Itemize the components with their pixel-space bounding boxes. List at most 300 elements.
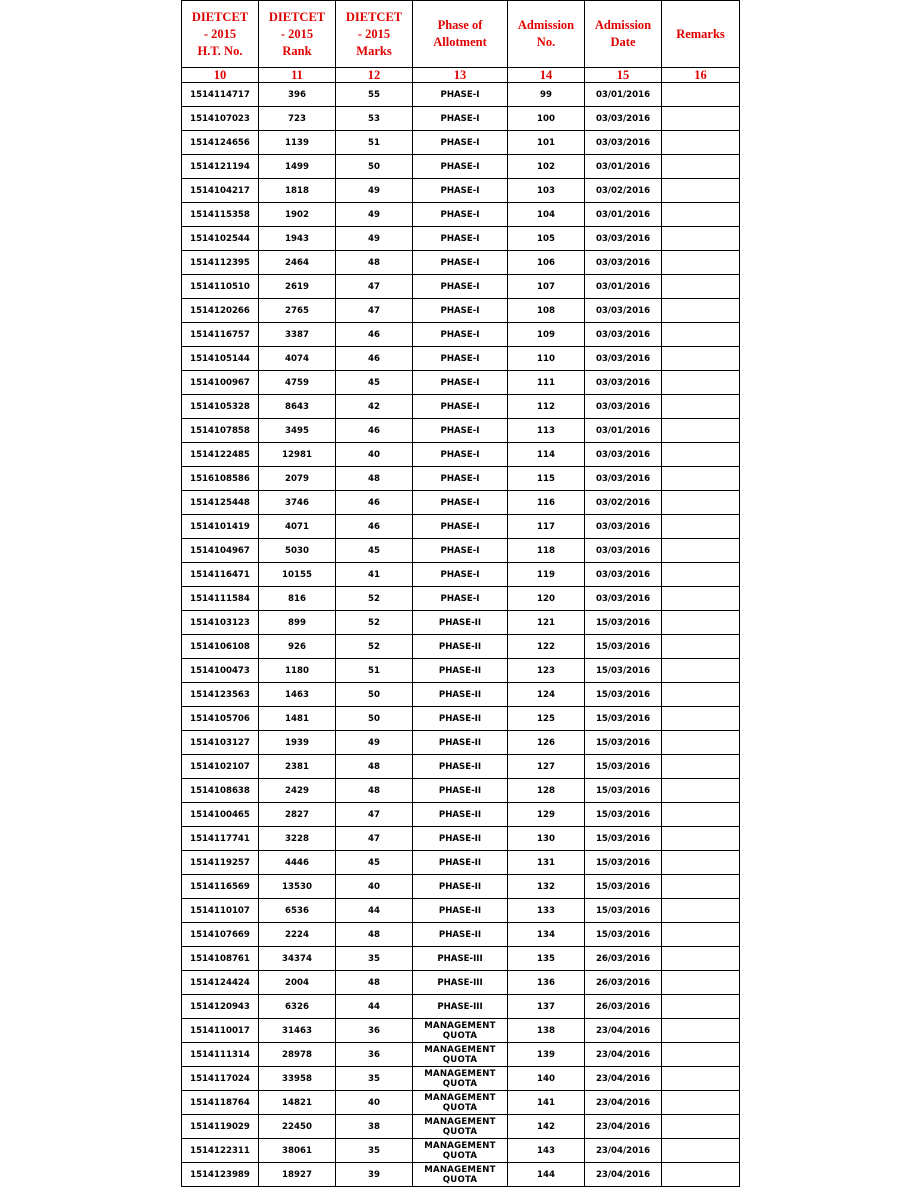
cell-admission-date: 03/03/2016 — [585, 587, 662, 611]
cell-rank: 2827 — [259, 803, 336, 827]
cell-admission-date: 23/04/2016 — [585, 1115, 662, 1139]
cell-ht-no: 1514108761 — [182, 947, 259, 971]
cell-ht-no: 1514125448 — [182, 491, 259, 515]
cell-marks: 47 — [336, 299, 413, 323]
table-row — [182, 275, 740, 299]
cell-phase: PHASE-I — [413, 299, 508, 323]
cell-ht-no: 1514123989 — [182, 1163, 259, 1187]
cell-ht-no: 1514107023 — [182, 107, 259, 131]
cell-rank: 13530 — [259, 875, 336, 899]
cell-phase: PHASE-I — [413, 131, 508, 155]
table-row — [182, 707, 740, 731]
table-row — [182, 395, 740, 419]
cell-rank: 6536 — [259, 899, 336, 923]
header-ht-no: DIETCET - 2015 H.T. No. — [182, 1, 259, 68]
cell-remarks — [662, 635, 740, 659]
table-row — [182, 1019, 740, 1043]
cell-marks: 52 — [336, 635, 413, 659]
cell-admission-date: 15/03/2016 — [585, 611, 662, 635]
cell-admission-no: 130 — [508, 827, 585, 851]
cell-admission-date: 23/04/2016 — [585, 1067, 662, 1091]
table-row — [182, 875, 740, 899]
cell-remarks — [662, 995, 740, 1019]
cell-ht-no: 1514105706 — [182, 707, 259, 731]
cell-rank: 816 — [259, 587, 336, 611]
cell-rank: 2619 — [259, 275, 336, 299]
cell-marks: 49 — [336, 203, 413, 227]
cell-admission-no: 131 — [508, 851, 585, 875]
cell-admission-no: 136 — [508, 971, 585, 995]
cell-admission-no: 125 — [508, 707, 585, 731]
cell-admission-no: 126 — [508, 731, 585, 755]
table-row — [182, 203, 740, 227]
cell-phase: PHASE-I — [413, 107, 508, 131]
table-row — [182, 251, 740, 275]
cell-remarks — [662, 803, 740, 827]
cell-admission-date: 15/03/2016 — [585, 731, 662, 755]
cell-rank: 4446 — [259, 851, 336, 875]
cell-phase: PHASE-II — [413, 659, 508, 683]
cell-phase: PHASE-I — [413, 179, 508, 203]
cell-marks: 47 — [336, 803, 413, 827]
cell-rank: 3387 — [259, 323, 336, 347]
cell-remarks — [662, 395, 740, 419]
cell-rank: 18927 — [259, 1163, 336, 1187]
cell-remarks — [662, 419, 740, 443]
cell-remarks — [662, 371, 740, 395]
cell-ht-no: 1514120943 — [182, 995, 259, 1019]
cell-phase: PHASE-II — [413, 923, 508, 947]
cell-admission-date: 03/03/2016 — [585, 539, 662, 563]
cell-rank: 1180 — [259, 659, 336, 683]
column-number: 15 — [585, 68, 662, 83]
cell-marks: 48 — [336, 971, 413, 995]
table-row — [182, 635, 740, 659]
cell-phase: PHASE-II — [413, 827, 508, 851]
cell-phase: PHASE-I — [413, 419, 508, 443]
cell-admission-no: 137 — [508, 995, 585, 1019]
cell-marks: 48 — [336, 251, 413, 275]
cell-phase: PHASE-II — [413, 803, 508, 827]
cell-phase: PHASE-III — [413, 995, 508, 1019]
cell-phase: PHASE-I — [413, 467, 508, 491]
cell-remarks — [662, 299, 740, 323]
cell-marks: 40 — [336, 1091, 413, 1115]
cell-marks: 35 — [336, 1139, 413, 1163]
cell-remarks — [662, 947, 740, 971]
cell-rank: 2765 — [259, 299, 336, 323]
cell-admission-no: 132 — [508, 875, 585, 899]
cell-phase: PHASE-II — [413, 779, 508, 803]
table-row — [182, 491, 740, 515]
cell-marks: 48 — [336, 923, 413, 947]
cell-ht-no: 1514104217 — [182, 179, 259, 203]
cell-phase: MANAGEMENT QUOTA — [413, 1019, 508, 1043]
cell-remarks — [662, 683, 740, 707]
cell-ht-no: 1514111584 — [182, 587, 259, 611]
header-row — [182, 1, 740, 68]
table-row — [182, 347, 740, 371]
cell-phase: PHASE-I — [413, 395, 508, 419]
cell-admission-date: 15/03/2016 — [585, 659, 662, 683]
cell-phase: PHASE-II — [413, 875, 508, 899]
cell-rank: 38061 — [259, 1139, 336, 1163]
cell-marks: 49 — [336, 731, 413, 755]
cell-admission-date: 03/03/2016 — [585, 467, 662, 491]
cell-remarks — [662, 155, 740, 179]
cell-marks: 51 — [336, 659, 413, 683]
column-number: 12 — [336, 68, 413, 83]
cell-ht-no: 1514112395 — [182, 251, 259, 275]
cell-admission-date: 03/03/2016 — [585, 371, 662, 395]
cell-ht-no: 1514123563 — [182, 683, 259, 707]
cell-rank: 1481 — [259, 707, 336, 731]
cell-marks: 55 — [336, 83, 413, 107]
cell-phase: MANAGEMENT QUOTA — [413, 1067, 508, 1091]
cell-ht-no: 1514120266 — [182, 299, 259, 323]
cell-admission-no: 124 — [508, 683, 585, 707]
cell-admission-no: 117 — [508, 515, 585, 539]
table-row — [182, 515, 740, 539]
cell-phase: PHASE-I — [413, 347, 508, 371]
cell-phase: PHASE-I — [413, 275, 508, 299]
table-row — [182, 851, 740, 875]
cell-rank: 2381 — [259, 755, 336, 779]
cell-admission-no: 115 — [508, 467, 585, 491]
cell-ht-no: 1514102107 — [182, 755, 259, 779]
cell-admission-date: 15/03/2016 — [585, 779, 662, 803]
cell-ht-no: 1516108586 — [182, 467, 259, 491]
cell-ht-no: 1514100967 — [182, 371, 259, 395]
cell-admission-date: 03/03/2016 — [585, 347, 662, 371]
cell-admission-no: 135 — [508, 947, 585, 971]
cell-rank: 2224 — [259, 923, 336, 947]
cell-remarks — [662, 851, 740, 875]
cell-phase: PHASE-II — [413, 683, 508, 707]
cell-ht-no: 1514118764 — [182, 1091, 259, 1115]
cell-rank: 6326 — [259, 995, 336, 1019]
cell-remarks — [662, 467, 740, 491]
cell-marks: 40 — [336, 443, 413, 467]
cell-admission-date: 15/03/2016 — [585, 923, 662, 947]
cell-rank: 3228 — [259, 827, 336, 851]
table-row — [182, 155, 740, 179]
cell-phase: PHASE-I — [413, 539, 508, 563]
cell-phase: PHASE-II — [413, 899, 508, 923]
cell-admission-date: 15/03/2016 — [585, 635, 662, 659]
cell-admission-no: 110 — [508, 347, 585, 371]
table-row — [182, 587, 740, 611]
cell-admission-no: 128 — [508, 779, 585, 803]
table-row — [182, 1139, 740, 1163]
cell-admission-date: 03/03/2016 — [585, 299, 662, 323]
cell-phase: PHASE-II — [413, 731, 508, 755]
cell-rank: 1499 — [259, 155, 336, 179]
cell-rank: 28978 — [259, 1043, 336, 1067]
cell-rank: 2079 — [259, 467, 336, 491]
cell-admission-no: 120 — [508, 587, 585, 611]
cell-remarks — [662, 1115, 740, 1139]
cell-phase: PHASE-I — [413, 491, 508, 515]
cell-phase: MANAGEMENT QUOTA — [413, 1091, 508, 1115]
cell-admission-no: 105 — [508, 227, 585, 251]
cell-admission-date: 15/03/2016 — [585, 899, 662, 923]
cell-phase: PHASE-I — [413, 515, 508, 539]
cell-remarks — [662, 323, 740, 347]
table-row — [182, 995, 740, 1019]
table-row — [182, 299, 740, 323]
cell-admission-date: 15/03/2016 — [585, 875, 662, 899]
cell-admission-no: 127 — [508, 755, 585, 779]
cell-marks: 50 — [336, 707, 413, 731]
cell-remarks — [662, 875, 740, 899]
cell-marks: 46 — [336, 491, 413, 515]
cell-admission-no: 99 — [508, 83, 585, 107]
cell-phase: MANAGEMENT QUOTA — [413, 1115, 508, 1139]
cell-admission-no: 116 — [508, 491, 585, 515]
cell-ht-no: 1514121194 — [182, 155, 259, 179]
cell-remarks — [662, 755, 740, 779]
cell-rank: 2429 — [259, 779, 336, 803]
column-number: 13 — [413, 68, 508, 83]
cell-remarks — [662, 779, 740, 803]
cell-phase: PHASE-I — [413, 443, 508, 467]
cell-remarks — [662, 707, 740, 731]
cell-remarks — [662, 131, 740, 155]
table-row — [182, 611, 740, 635]
table-row — [182, 1043, 740, 1067]
cell-remarks — [662, 1067, 740, 1091]
cell-admission-no: 118 — [508, 539, 585, 563]
cell-ht-no: 1514117024 — [182, 1067, 259, 1091]
cell-admission-date: 03/03/2016 — [585, 395, 662, 419]
cell-rank: 31463 — [259, 1019, 336, 1043]
cell-admission-date: 03/01/2016 — [585, 83, 662, 107]
cell-admission-date: 26/03/2016 — [585, 971, 662, 995]
cell-phase: PHASE-I — [413, 587, 508, 611]
cell-rank: 1463 — [259, 683, 336, 707]
cell-marks: 46 — [336, 323, 413, 347]
cell-admission-date: 03/03/2016 — [585, 323, 662, 347]
cell-phase: PHASE-I — [413, 155, 508, 179]
table-row — [182, 371, 740, 395]
cell-marks: 44 — [336, 899, 413, 923]
cell-remarks — [662, 1043, 740, 1067]
cell-ht-no: 1514108638 — [182, 779, 259, 803]
cell-admission-date: 03/01/2016 — [585, 155, 662, 179]
cell-remarks — [662, 491, 740, 515]
cell-ht-no: 1514100473 — [182, 659, 259, 683]
cell-ht-no: 1514107669 — [182, 923, 259, 947]
cell-marks: 48 — [336, 467, 413, 491]
cell-remarks — [662, 1139, 740, 1163]
cell-remarks — [662, 1019, 740, 1043]
cell-phase: PHASE-I — [413, 203, 508, 227]
cell-remarks — [662, 107, 740, 131]
cell-phase: PHASE-II — [413, 611, 508, 635]
header-marks: DIETCET - 2015 Marks — [336, 1, 413, 68]
table-row — [182, 683, 740, 707]
cell-admission-date: 03/01/2016 — [585, 275, 662, 299]
table-row — [182, 227, 740, 251]
cell-admission-date: 03/03/2016 — [585, 515, 662, 539]
cell-phase: PHASE-I — [413, 251, 508, 275]
cell-ht-no: 1514111314 — [182, 1043, 259, 1067]
table-row — [182, 659, 740, 683]
table-row — [182, 443, 740, 467]
cell-marks: 50 — [336, 683, 413, 707]
cell-admission-no: 114 — [508, 443, 585, 467]
cell-phase: PHASE-II — [413, 707, 508, 731]
table-row — [182, 131, 740, 155]
cell-admission-date: 15/03/2016 — [585, 683, 662, 707]
cell-ht-no: 1514122485 — [182, 443, 259, 467]
admission-register-page — [181, 0, 739, 1187]
cell-ht-no: 1514115358 — [182, 203, 259, 227]
cell-admission-no: 139 — [508, 1043, 585, 1067]
cell-phase: PHASE-II — [413, 635, 508, 659]
cell-remarks — [662, 275, 740, 299]
cell-marks: 46 — [336, 347, 413, 371]
cell-ht-no: 1514103123 — [182, 611, 259, 635]
cell-rank: 12981 — [259, 443, 336, 467]
cell-rank: 22450 — [259, 1115, 336, 1139]
cell-remarks — [662, 515, 740, 539]
cell-admission-no: 123 — [508, 659, 585, 683]
cell-remarks — [662, 923, 740, 947]
cell-remarks — [662, 827, 740, 851]
cell-remarks — [662, 563, 740, 587]
cell-rank: 14821 — [259, 1091, 336, 1115]
column-number: 10 — [182, 68, 259, 83]
cell-phase: PHASE-I — [413, 83, 508, 107]
cell-ht-no: 1514124424 — [182, 971, 259, 995]
cell-marks: 47 — [336, 275, 413, 299]
cell-phase: PHASE-I — [413, 563, 508, 587]
cell-admission-no: 133 — [508, 899, 585, 923]
cell-marks: 39 — [336, 1163, 413, 1187]
cell-phase: PHASE-I — [413, 227, 508, 251]
cell-marks: 51 — [336, 131, 413, 155]
cell-admission-date: 03/03/2016 — [585, 131, 662, 155]
cell-marks: 42 — [336, 395, 413, 419]
cell-rank: 33958 — [259, 1067, 336, 1091]
cell-ht-no: 1514103127 — [182, 731, 259, 755]
cell-rank: 1943 — [259, 227, 336, 251]
cell-marks: 40 — [336, 875, 413, 899]
cell-admission-date: 03/03/2016 — [585, 563, 662, 587]
cell-ht-no: 1514117741 — [182, 827, 259, 851]
cell-admission-no: 141 — [508, 1091, 585, 1115]
table-row — [182, 179, 740, 203]
cell-ht-no: 1514106108 — [182, 635, 259, 659]
cell-marks: 35 — [336, 1067, 413, 1091]
cell-ht-no: 1514116471 — [182, 563, 259, 587]
cell-marks: 36 — [336, 1019, 413, 1043]
cell-rank: 4759 — [259, 371, 336, 395]
cell-admission-no: 119 — [508, 563, 585, 587]
table-row — [182, 467, 740, 491]
cell-admission-no: 109 — [508, 323, 585, 347]
cell-remarks — [662, 731, 740, 755]
cell-admission-date: 03/03/2016 — [585, 251, 662, 275]
cell-admission-no: 112 — [508, 395, 585, 419]
cell-remarks — [662, 443, 740, 467]
cell-rank: 10155 — [259, 563, 336, 587]
cell-ht-no: 1514116757 — [182, 323, 259, 347]
cell-admission-no: 107 — [508, 275, 585, 299]
cell-ht-no: 1514105328 — [182, 395, 259, 419]
cell-phase: MANAGEMENT QUOTA — [413, 1139, 508, 1163]
cell-ht-no: 1514119257 — [182, 851, 259, 875]
cell-admission-no: 108 — [508, 299, 585, 323]
table-row — [182, 1091, 740, 1115]
cell-marks: 46 — [336, 419, 413, 443]
cell-phase: PHASE-III — [413, 947, 508, 971]
cell-admission-no: 143 — [508, 1139, 585, 1163]
cell-admission-date: 15/03/2016 — [585, 755, 662, 779]
cell-admission-date: 15/03/2016 — [585, 827, 662, 851]
header-admission-no: Admission No. — [508, 1, 585, 68]
cell-admission-no: 140 — [508, 1067, 585, 1091]
cell-rank: 396 — [259, 83, 336, 107]
column-number: 16 — [662, 68, 740, 83]
cell-admission-date: 03/03/2016 — [585, 107, 662, 131]
cell-rank: 34374 — [259, 947, 336, 971]
cell-admission-date: 15/03/2016 — [585, 851, 662, 875]
cell-marks: 41 — [336, 563, 413, 587]
cell-phase: PHASE-III — [413, 971, 508, 995]
cell-rank: 899 — [259, 611, 336, 635]
table-row — [182, 1115, 740, 1139]
cell-ht-no: 1514119029 — [182, 1115, 259, 1139]
cell-remarks — [662, 971, 740, 995]
cell-rank: 723 — [259, 107, 336, 131]
cell-marks: 36 — [336, 1043, 413, 1067]
cell-marks: 45 — [336, 851, 413, 875]
cell-admission-date: 03/03/2016 — [585, 227, 662, 251]
cell-rank: 8643 — [259, 395, 336, 419]
cell-admission-date: 03/02/2016 — [585, 491, 662, 515]
cell-remarks — [662, 1091, 740, 1115]
cell-admission-date: 23/04/2016 — [585, 1091, 662, 1115]
cell-rank: 1939 — [259, 731, 336, 755]
cell-ht-no: 1514110017 — [182, 1019, 259, 1043]
cell-admission-no: 111 — [508, 371, 585, 395]
cell-marks: 49 — [336, 179, 413, 203]
admission-table — [181, 0, 740, 1187]
cell-phase: PHASE-I — [413, 323, 508, 347]
cell-admission-no: 101 — [508, 131, 585, 155]
cell-marks: 38 — [336, 1115, 413, 1139]
cell-remarks — [662, 347, 740, 371]
cell-marks: 53 — [336, 107, 413, 131]
cell-ht-no: 1514114717 — [182, 83, 259, 107]
table-row — [182, 539, 740, 563]
cell-remarks — [662, 203, 740, 227]
cell-marks: 52 — [336, 587, 413, 611]
table-body — [182, 83, 740, 1187]
cell-admission-no: 134 — [508, 923, 585, 947]
cell-ht-no: 1514122311 — [182, 1139, 259, 1163]
table-row — [182, 947, 740, 971]
cell-rank: 4071 — [259, 515, 336, 539]
cell-remarks — [662, 251, 740, 275]
cell-ht-no: 1514124656 — [182, 131, 259, 155]
cell-rank: 926 — [259, 635, 336, 659]
cell-admission-date: 03/03/2016 — [585, 443, 662, 467]
table-row — [182, 827, 740, 851]
